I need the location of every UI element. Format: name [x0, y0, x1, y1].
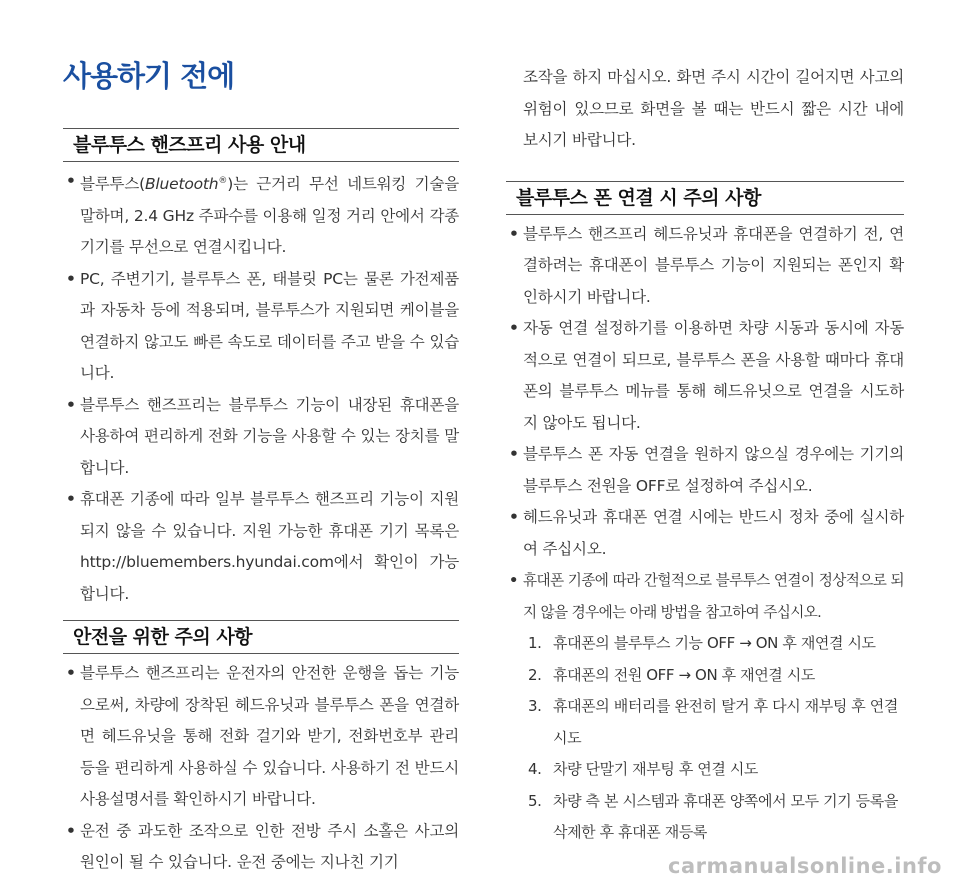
step-item: 5. 차량 측 본 시스템과 휴대폰 양쪽에서 모두 기기 등록을 삭제한 후 휴대폰 재등록 — [528, 791, 898, 841]
left-column — [63, 118, 459, 879]
bullet-icon: • — [509, 224, 519, 243]
step-item: 1. 휴대폰의 블루투스 기능 OFF → ON 후 재연결 시도 — [528, 634, 876, 652]
right-column — [506, 62, 904, 849]
bullet-icon: • — [509, 508, 519, 526]
list-item: • 블루투스 폰 자동 연결을 원하지 않으실 경우에는 기기의 블루투스 전원을 OFF로 설정하여 주십시오. — [506, 439, 904, 502]
bullet-icon: • — [66, 269, 76, 288]
step-item: 4. 차량 단말기 재부팅 후 연결 시도 — [528, 760, 759, 778]
connect-list — [506, 219, 904, 629]
list-item: • 블루투스 핸즈프리 헤드유닛과 휴대폰을 연결하기 전, 연결하려는 휴대폰이 블루투스 기능이 지원되는 폰인지 확인하시기 바랍니다. — [506, 219, 904, 314]
bullet-icon: • — [66, 172, 76, 190]
list-item: • 블루투스 핸즈프리는 블루투스 기능이 내장된 휴대폰을 사용하여 편리하게 전화 기능을 사용할 수 있는 장치를 말합니다. — [63, 390, 459, 485]
reconnect-steps — [506, 628, 904, 849]
bullet-icon: • — [509, 445, 519, 463]
section-heading-connect: 블루투스 폰 연결 시 주의 사항 — [506, 181, 904, 215]
bullet-icon: • — [66, 821, 76, 840]
bluetooth-info-list — [63, 166, 459, 610]
bullet-icon: • — [66, 395, 76, 414]
list-item: • 휴대폰 기종에 따라 일부 블루투스 핸즈프리 기능이 지원되지 않을 수 있습니다. 지원 가능한 휴대폰 기기 목록은 http://bluemembers.hyundai.com에서 확인이 가능합니다. — [63, 484, 459, 610]
bullet-icon: • — [509, 572, 518, 589]
list-item: • 블루투스(Bluetooth®)는 근거리 무선 네트워킹 기술을 말하며, 2.4 GHz 주파수를 이용해 일정 거리 안에서 각종 기기를 무선으로 연결시킵니다. — [63, 166, 459, 264]
list-item: • 휴대폰 기종에 따라 간헐적으로 블루투스 연결이 정상적으로 되지 않을 경우에는 아래 방법을 참고하여 주십시오. — [506, 565, 904, 628]
bullet-icon: • — [66, 664, 76, 683]
page-title: 사용하기 전에 — [63, 59, 235, 93]
list-item: • 헤드유닛과 휴대폰 연결 시에는 반드시 정차 중에 실시하여 주십시오. — [506, 502, 904, 565]
list-item: • PC, 주변기기, 블루투스 폰, 태블릿 PC는 물론 가전제품과 자동차 등에 적용되며, 블루투스가 지원되면 케이블을 연결하지 않고도 빠른 속도로 데이터를 주고 받을 수 있습니다. — [63, 264, 459, 390]
step-item: 3. 휴대폰의 배터리를 완전히 탈거 후 다시 재부팅 후 연결 시도 — [528, 697, 898, 747]
watermark-link[interactable]: carmanualsonline.info — [668, 854, 942, 878]
list-item: • 운전 중 과도한 조작으로 인한 전방 주시 소홀은 사고의 원인이 될 수 있습니다. 운전 중에는 지나친 기기 — [63, 816, 459, 879]
section-heading-safety: 안전을 위한 주의 사항 — [63, 620, 459, 654]
list-item: • 블루투스 핸즈프리는 운전자의 안전한 운행을 돕는 기능으로써, 차량에 장착된 헤드유닛과 블루투스 폰을 연결하면 헤드유닛을 통해 전화 걸기와 받기, 전화번호부 관리 등을 편리하게 사용하실 수 있습니다. 사용하기 전 반드시 사용설명서를 확인하시기 바랍니다. — [63, 658, 459, 816]
step-item: 2. 휴대폰의 전원 OFF → ON 후 재연결 시도 — [528, 665, 815, 684]
list-item: • 자동 연결 설정하기를 이용하면 차량 시동과 동시에 자동적으로 연결이 되므로, 블루투스 폰을 사용할 때마다 휴대폰의 블루투스 메뉴를 통해 헤드유닛으로 연결을 시도하지 않아도 됩니다. — [506, 313, 904, 439]
safety-continuation: 조작을 하지 마십시오. 화면 주시 시간이 길어지면 사고의 위험이 있으므로 화면을 볼 때는 반드시 짧은 시간 내에 보시기 바랍니다. — [523, 68, 904, 149]
bullet-icon: • — [66, 490, 76, 509]
section-heading-bluetooth-info: 블루투스 핸즈프리 사용 안내 — [63, 128, 459, 162]
bullet-icon: • — [509, 319, 519, 337]
safety-list — [63, 658, 459, 879]
